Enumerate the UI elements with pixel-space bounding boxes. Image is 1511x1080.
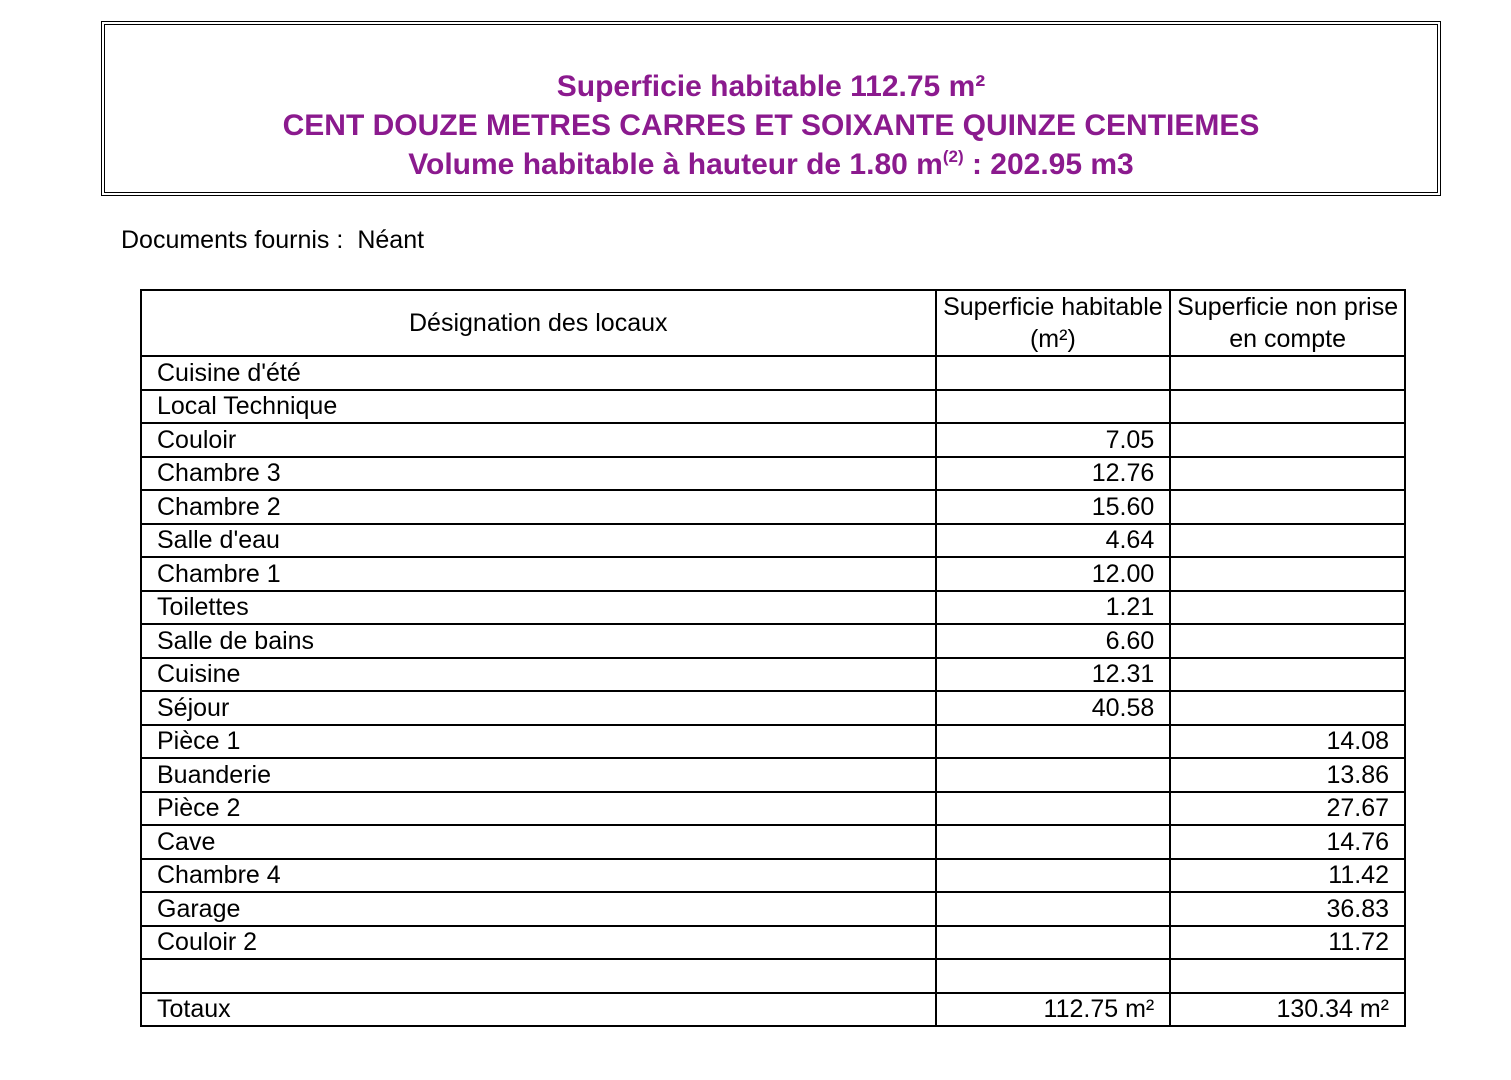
rooms-table [140,289,1406,1027]
table-row [141,926,1405,960]
habitable-area-cell [936,356,1171,390]
habitable-area-cell [936,792,1171,826]
non-counted-area-cell: 27.67 [1170,792,1405,826]
habitable-area-cell: 12.76 [936,457,1171,491]
room-name: Couloir [141,423,936,457]
non-counted-area-cell [1170,557,1405,591]
totals-row [141,993,1405,1027]
habitable-area-cell: 12.31 [936,658,1171,692]
non-counted-area-cell [1170,356,1405,390]
non-counted-area-cell [1170,691,1405,725]
habitable-area-cell [936,959,1171,993]
room-name: Couloir 2 [141,926,936,960]
habitable-area-cell [936,892,1171,926]
table-row [141,725,1405,759]
room-name: Pièce 1 [141,725,936,759]
totals-non-counted: 130.34 m² [1170,993,1405,1027]
room-name: Chambre 1 [141,557,936,591]
documents-label: Documents fournis : [121,226,344,254]
table-row [141,356,1405,390]
habitable-area-title: Superficie habitable 112.75 m² [556,70,986,103]
habitable-volume-line [105,145,1437,184]
habitable-area-cell [936,758,1171,792]
table-row [141,591,1405,625]
non-counted-area-cell: 14.76 [1170,825,1405,859]
non-counted-area-cell [1170,591,1405,625]
header-non-counted-area: Superficie non prise en compte [1170,290,1405,356]
non-counted-area-cell [1170,490,1405,524]
footnote-marker: (2) [942,147,964,166]
habitable-area-cell [936,926,1171,960]
non-counted-area-cell [1170,390,1405,424]
room-name: Chambre 3 [141,457,936,491]
non-counted-area-cell [1170,524,1405,558]
table-row [141,758,1405,792]
room-name: Cave [141,825,936,859]
table-row [141,624,1405,658]
volume-label: Volume habitable à hauteur de 1.80 m [408,148,943,181]
habitable-area-cell [936,390,1171,424]
table-row [141,557,1405,591]
non-counted-area-cell: 11.72 [1170,926,1405,960]
non-counted-area-cell: 11.42 [1170,859,1405,893]
table-row [141,457,1405,491]
table-row [141,423,1405,457]
table-row [141,859,1405,893]
non-counted-area-cell: 14.08 [1170,725,1405,759]
habitable-area-cell: 1.21 [936,591,1171,625]
habitable-area-cell: 40.58 [936,691,1171,725]
habitable-area-in-words: CENT DOUZE METRES CARRES ET SOIXANTE QUINZE CENTIEMES [282,109,1260,142]
habitable-area-cell: 6.60 [936,624,1171,658]
documents-value: Néant [357,226,425,254]
habitable-area-cell: 15.60 [936,490,1171,524]
documents-provided [121,226,424,255]
room-name: Pièce 2 [141,792,936,826]
room-name: Cuisine d'été [141,356,936,390]
habitable-area-cell: 12.00 [936,557,1171,591]
room-name: Salle de bains [141,624,936,658]
non-counted-area-cell [1170,457,1405,491]
table-row [141,825,1405,859]
totals-label: Totaux [141,993,936,1027]
habitable-area-cell [936,725,1171,759]
summary-box [101,21,1441,196]
room-name: Séjour [141,691,936,725]
table-row [141,792,1405,826]
habitable-area-cell [936,859,1171,893]
room-name: Salle d'eau [141,524,936,558]
table-row [141,390,1405,424]
non-counted-area-cell: 36.83 [1170,892,1405,926]
non-counted-area-cell [1170,658,1405,692]
table-row [141,658,1405,692]
habitable-area-cell: 4.64 [936,524,1171,558]
table-row [141,892,1405,926]
non-counted-area-cell [1170,959,1405,993]
habitable-area-cell [936,825,1171,859]
room-name: Buanderie [141,758,936,792]
table-row [141,959,1405,993]
table-body [141,356,1405,993]
header-designation: Désignation des locaux [141,290,936,356]
room-name: Chambre 4 [141,859,936,893]
volume-value: : 202.95 m3 [963,148,1134,181]
non-counted-area-cell [1170,423,1405,457]
table-row [141,691,1405,725]
room-name: Garage [141,892,936,926]
table-row [141,490,1405,524]
header-habitable-area: Superficie habitable (m²) [936,290,1171,356]
totals-habitable: 112.75 m² [936,993,1171,1027]
habitable-area-cell: 7.05 [936,423,1171,457]
table-header-row [141,290,1405,356]
non-counted-area-cell: 13.86 [1170,758,1405,792]
room-name: Cuisine [141,658,936,692]
room-name: Chambre 2 [141,490,936,524]
table-row [141,524,1405,558]
room-name: Local Technique [141,390,936,424]
room-name: Toilettes [141,591,936,625]
non-counted-area-cell [1170,624,1405,658]
room-name [141,959,936,993]
